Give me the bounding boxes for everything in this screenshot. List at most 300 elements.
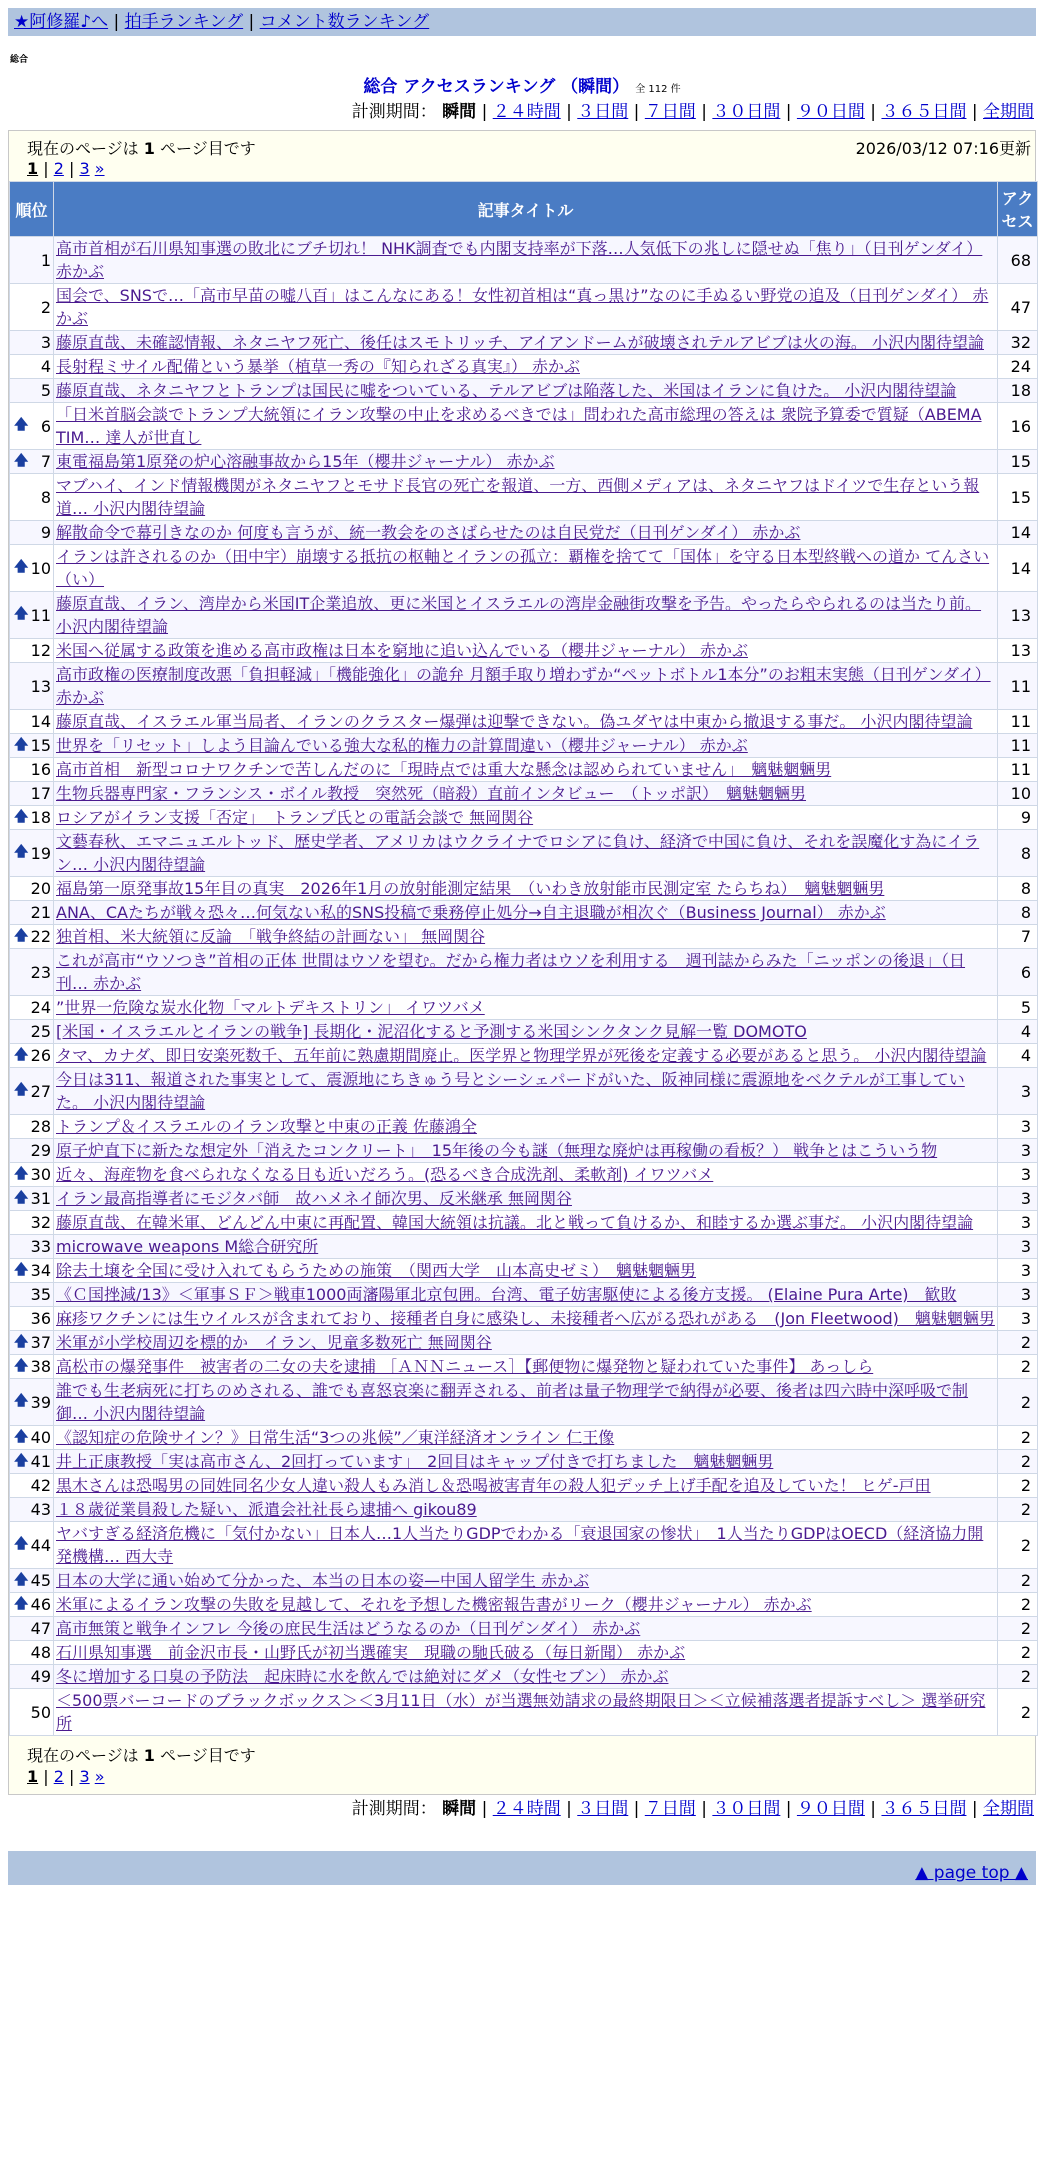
access-count: 3 bbox=[998, 1283, 1038, 1307]
rank-cell bbox=[10, 379, 54, 403]
access-count: 3 bbox=[998, 1259, 1038, 1283]
current-page-prefix: 現在のページは bbox=[27, 139, 139, 158]
period-link-30d[interactable]: ３０日間 bbox=[712, 102, 781, 122]
title-cell bbox=[54, 710, 998, 734]
rank-cell bbox=[10, 237, 54, 284]
rank-number: 22 bbox=[30, 927, 51, 946]
table-row bbox=[10, 521, 1038, 545]
title-cell bbox=[54, 1617, 998, 1641]
article-link[interactable]: 高松市の爆発事件 被害者の二女の夫を逮捕 ［ＡＮＮニュース］【郵便物に爆発物と疑われていた事件】 あっしら bbox=[56, 1357, 874, 1376]
rank-cell bbox=[10, 663, 54, 710]
rank-number: 5 bbox=[40, 381, 51, 400]
table-row bbox=[10, 949, 1038, 996]
table-row bbox=[10, 545, 1038, 592]
title-cell bbox=[54, 284, 998, 331]
up-arrow-icon: 🡅 bbox=[14, 452, 29, 469]
table-row bbox=[10, 710, 1038, 734]
next-page-link[interactable]: » bbox=[94, 1767, 105, 1786]
rank-cell bbox=[10, 1450, 54, 1474]
updated-time: 2026/03/12 07:16更新 bbox=[855, 139, 1031, 158]
rank-cell bbox=[10, 758, 54, 782]
table-row bbox=[10, 1139, 1038, 1163]
table-row bbox=[10, 1307, 1038, 1331]
article-link[interactable]: 世界を「リセット」しよう目論んでいる強大な私的権力の計算間違い（櫻井ジャーナル） 赤かぶ bbox=[56, 736, 748, 755]
rank-number: 14 bbox=[30, 712, 51, 731]
title-cell bbox=[54, 355, 998, 379]
table-row bbox=[10, 758, 1038, 782]
up-arrow-icon: 🡅 bbox=[14, 844, 29, 860]
title-cell bbox=[54, 1283, 998, 1307]
table-row bbox=[10, 1163, 1038, 1187]
article-link[interactable]: 国会で、SNSで…「高市早苗の嘘八百」はこんなにある！女性初首相は“真っ黒け”なのに手ぬるい野党の追及（日刊ゲンダイ） 赤かぶ bbox=[56, 286, 989, 328]
period-link-7d[interactable]: ７日間 bbox=[644, 1799, 696, 1819]
period-link-all[interactable]: 全期間 bbox=[983, 1799, 1034, 1819]
rank-cell bbox=[10, 1139, 54, 1163]
access-count: 13 bbox=[998, 639, 1038, 663]
title-cell bbox=[54, 1259, 998, 1283]
table-row bbox=[10, 925, 1038, 949]
rank-number: 28 bbox=[30, 1117, 51, 1136]
article-link[interactable]: 生物兵器専門家・フランシス・ボイル教授 突然死（暗殺）直前インタビュー （トッポ訳） 魑魅魍魎男 bbox=[56, 784, 807, 803]
up-arrow-icon: 🡅 bbox=[14, 736, 29, 753]
access-count: 13 bbox=[998, 592, 1038, 639]
article-link[interactable]: 藤原直哉、在韓米軍、どんどん中東に再配置、韓国大統領は抗議。北と戦って負けるか、和睦するか選ぶ事だ。 小沢内閣待望論 bbox=[56, 1213, 974, 1232]
rank-cell bbox=[10, 474, 54, 521]
period-current: 瞬間 bbox=[442, 1799, 477, 1819]
title-cell bbox=[54, 1211, 998, 1235]
period-current: 瞬間 bbox=[442, 102, 477, 122]
rank-cell bbox=[10, 734, 54, 758]
rank-number: 25 bbox=[30, 1022, 51, 1041]
rank-cell bbox=[10, 1569, 54, 1593]
col-header-rank: 順位 bbox=[10, 182, 54, 237]
page-2-link[interactable]: 2 bbox=[53, 1767, 64, 1786]
nav-separator: | bbox=[113, 12, 120, 32]
table-row bbox=[10, 1522, 1038, 1569]
up-arrow-icon: 🡅 bbox=[14, 808, 29, 825]
rank-cell bbox=[10, 925, 54, 949]
page-footer bbox=[9, 1736, 1035, 1794]
period-nav-top: 計測期間： 瞬間 | ２４時間 | ３日間 | ７日間 | ３０日間 | ９０日間 | ３６５日間 | 全期間 bbox=[351, 102, 1034, 122]
period-label: 計測期間： bbox=[351, 102, 437, 122]
period-link-30d[interactable]: ３０日間 bbox=[712, 1799, 781, 1819]
up-arrow-icon: 🡅 bbox=[14, 1261, 29, 1278]
footer-bar bbox=[8, 1851, 1036, 1885]
article-link[interactable]: 除去土壌を全国に受け入れてもらうための施策 （関西大学 山本高史ゼミ） 魑魅魍魎男 bbox=[56, 1261, 697, 1280]
up-arrow-icon: 🡅 bbox=[14, 1393, 29, 1409]
page-1: 1 bbox=[27, 159, 39, 178]
title-cell bbox=[54, 806, 998, 830]
access-count: 32 bbox=[998, 331, 1038, 355]
access-count: 10 bbox=[998, 782, 1038, 806]
page-title: 総合 アクセスランキング （瞬間） bbox=[363, 77, 630, 97]
period-nav-bottom: 計測期間： 瞬間 | ２４時間 | ３日間 | ７日間 | ３０日間 | ９０日間 | ３６５日間 | 全期間 bbox=[351, 1799, 1034, 1819]
article-link[interactable]: 東電福島第1原発の炉心溶融事故から15年（櫻井ジャーナル） 赤かぶ bbox=[56, 452, 555, 471]
article-link[interactable]: これが高市“ウソつき”首相の正体 世間はウソを望む。だから権力者はウソを利用する 週刊誌からみた「ニッポンの後退」（日刊… 赤かぶ bbox=[56, 951, 966, 993]
current-page-number: 1 bbox=[143, 1746, 155, 1765]
article-link[interactable]: 高市無策と戦争インフレ 今後の庶民生活はどうなるのか（日刊ゲンダイ） 赤かぶ bbox=[56, 1619, 641, 1638]
title-cell bbox=[54, 925, 998, 949]
pagination-bottom: 1 | 2 | 3 » bbox=[27, 1767, 105, 1786]
rank-cell bbox=[10, 521, 54, 545]
title-cell bbox=[54, 830, 998, 877]
rank-cell bbox=[10, 1044, 54, 1068]
access-count: 47 bbox=[998, 284, 1038, 331]
rank-number: 9 bbox=[40, 523, 51, 542]
access-count: 11 bbox=[998, 663, 1038, 710]
rank-number: 12 bbox=[30, 641, 51, 660]
access-count: 9 bbox=[998, 806, 1038, 830]
period-label: 計測期間： bbox=[351, 1799, 437, 1819]
article-link[interactable]: 米国へ従属する政策を進める高市政権は日本を窮地に追い込んでいる（櫻井ジャーナル） 赤かぶ bbox=[56, 641, 748, 660]
access-count: 4 bbox=[998, 1020, 1038, 1044]
title-cell bbox=[54, 877, 998, 901]
access-count: 7 bbox=[998, 925, 1038, 949]
period-link-3d[interactable]: ３日間 bbox=[577, 102, 629, 122]
rank-cell bbox=[10, 996, 54, 1020]
rank-cell bbox=[10, 331, 54, 355]
table-row bbox=[10, 1187, 1038, 1211]
rank-cell bbox=[10, 1211, 54, 1235]
period-link-365d[interactable]: ３６５日間 bbox=[881, 1799, 967, 1819]
rank-number: 7 bbox=[40, 452, 51, 471]
home-link[interactable]: ★阿修羅♪へ bbox=[14, 12, 109, 32]
article-link[interactable]: 井上正康教授「実は高市さん、2回打っています」 2回目はキャップ付きで打ちました 魑魅魍魎男 bbox=[56, 1452, 774, 1471]
article-link[interactable]: 藤原直哉、ネタニヤフとトランプは国民に嘘をついている、テルアビブは陥落した、米国はイランに負けた。 小沢内閣待望論 bbox=[56, 381, 957, 400]
title-cell bbox=[54, 1522, 998, 1569]
rank-number: 30 bbox=[30, 1165, 51, 1184]
article-link[interactable]: 「日米首脳会談でトランプ大統領にイラン攻撃の中止を求めるべきでは」問われた高市総理の答えは 衆院予算委で質疑（ABEMA TIM… 達人が世直し bbox=[56, 405, 982, 447]
rank-number: 17 bbox=[30, 784, 51, 803]
title-cell bbox=[54, 1044, 998, 1068]
access-count: 3 bbox=[998, 1163, 1038, 1187]
access-count: 68 bbox=[998, 237, 1038, 284]
title-cell bbox=[54, 521, 998, 545]
title-cell bbox=[54, 1068, 998, 1115]
access-count: 3 bbox=[998, 1139, 1038, 1163]
article-link[interactable]: 高市首相が石川県知事選の敗北にブチ切れ！ NHK調査でも内閣支持率が下落…人気低下の兆しに隠せぬ「焦り」（日刊ゲンダイ） 赤かぶ bbox=[56, 239, 983, 281]
table-row bbox=[10, 806, 1038, 830]
rank-cell bbox=[10, 1641, 54, 1665]
access-count: 2 bbox=[998, 1498, 1038, 1522]
table-row bbox=[10, 663, 1038, 710]
table-row bbox=[10, 403, 1038, 450]
rank-number: 8 bbox=[40, 487, 51, 507]
rank-cell bbox=[10, 806, 54, 830]
access-count: 15 bbox=[998, 450, 1038, 474]
page-title-row bbox=[0, 72, 1044, 97]
rank-cell bbox=[10, 1331, 54, 1355]
table-row bbox=[10, 1426, 1038, 1450]
access-count: 15 bbox=[998, 474, 1038, 521]
article-link[interactable]: 高市政権の医療制度改悪「負担軽減」「機能強化」の詭弁 月額手取り増わずか“ペットボトル1本分”のお粗末実態（日刊ゲンダイ） 赤かぶ bbox=[56, 665, 991, 707]
rank-cell bbox=[10, 1235, 54, 1259]
rank-number: 19 bbox=[30, 843, 51, 863]
rank-number: 43 bbox=[30, 1500, 51, 1519]
article-link[interactable]: イランは許されるのか（田中宇）崩壊する抵抗の枢軸とイランの孤立：覇権を捨てて「国体」を守る日本型終戦への道か てんさい（い） bbox=[56, 547, 990, 589]
article-link[interactable]: 文藝春秋、エマニュエルトッド、歴史学者、アメリカはウクライナでロシアに負け、経済で中国に負け、それを誤魔化す為にイラン… 小沢内閣待望論 bbox=[56, 832, 980, 874]
period-link-all[interactable]: 全期間 bbox=[983, 102, 1034, 122]
article-link[interactable]: 今日は311、報道された事実として、震源地にちきゅう号とシーシェパードがいた、阪神同様に震源地をベクテルが工事していた。 小沢内閣待望論 bbox=[56, 1070, 965, 1112]
table-row bbox=[10, 734, 1038, 758]
rank-cell bbox=[10, 592, 54, 639]
article-link[interactable]: トランプ＆イスラエルのイラン攻撃と中東の正義 佐藤鴻全 bbox=[56, 1117, 477, 1136]
access-count: 5 bbox=[998, 996, 1038, 1020]
access-count: 3 bbox=[998, 1187, 1038, 1211]
page-1: 1 bbox=[27, 1767, 39, 1786]
rank-cell bbox=[10, 1020, 54, 1044]
rank-cell bbox=[10, 1187, 54, 1211]
article-link[interactable]: 原子炉直下に新たな想定外「消えたコンクリート」 15年後の今も謎（無理な廃炉は再稼働の看板？） 戦争とはこういう物 bbox=[56, 1141, 938, 1160]
table-row bbox=[10, 1068, 1038, 1115]
category-label: 総合 bbox=[10, 55, 29, 65]
table-row bbox=[10, 901, 1038, 925]
pagination: 1 | 2 | 3 » bbox=[27, 159, 105, 178]
table-row bbox=[10, 1355, 1038, 1379]
table-row bbox=[10, 1474, 1038, 1498]
title-cell bbox=[54, 1379, 998, 1426]
article-link[interactable]: 長射程ミサイル配備という暴挙（植草一秀の『知られざる真実』） 赤かぶ bbox=[56, 357, 580, 376]
table-row bbox=[10, 1641, 1038, 1665]
table-row bbox=[10, 1379, 1038, 1426]
access-count: 8 bbox=[998, 830, 1038, 877]
up-arrow-icon: 🡅 bbox=[14, 1536, 29, 1552]
rank-cell bbox=[10, 1307, 54, 1331]
access-count: 11 bbox=[998, 734, 1038, 758]
title-cell bbox=[54, 474, 998, 521]
table-row bbox=[10, 1569, 1038, 1593]
current-page-text-bottom bbox=[27, 1743, 256, 1766]
col-header-access: アクセス bbox=[998, 182, 1038, 237]
page-2-link[interactable]: 2 bbox=[53, 159, 64, 178]
rank-cell bbox=[10, 1426, 54, 1450]
article-link[interactable]: 麻疹ワクチンには生ウイルスが含まれており、接種者自身に感染し、未接種者へ広がる恐れがある (Jon Fleetwood) 魑魅魍魎男 bbox=[56, 1309, 995, 1328]
title-cell bbox=[54, 545, 998, 592]
rank-number: 42 bbox=[30, 1476, 51, 1495]
rank-number: 10 bbox=[30, 558, 51, 578]
title-cell bbox=[54, 403, 998, 450]
article-link[interactable]: 日本の大学に通い始めて分かった、本当の日本の姿—中国人留学生 赤かぶ bbox=[56, 1571, 590, 1590]
title-cell bbox=[54, 1450, 998, 1474]
title-cell bbox=[54, 1235, 998, 1259]
rank-number: 41 bbox=[30, 1452, 51, 1471]
article-link[interactable]: microwave weapons M総合研究所 bbox=[56, 1237, 319, 1256]
article-link[interactable]: 藤原直哉、未確認情報、ネタニヤフ死亡、後任はスモトリッチ、アイアンドームが破壊されテルアビブは火の海。 小沢内閣待望論 bbox=[56, 333, 984, 352]
clap-ranking-link[interactable]: 拍手ランキング bbox=[124, 12, 244, 32]
article-link[interactable]: 高市首相 新型コロナワクチンで苦しんだのに「現時点では重大な懸念は認められていません」 魑魅魍魎男 bbox=[56, 760, 832, 779]
article-link[interactable]: 《Ｃ国挫減/13》＜軍事ＳＦ＞戦車1000両瀋陽軍北京包囲。台湾、電子妨害駆使による後方支援。 (Elaine Pura Arte) 歓敗 bbox=[56, 1285, 957, 1304]
table-row bbox=[10, 1617, 1038, 1641]
page-header bbox=[9, 131, 1035, 181]
rank-cell bbox=[10, 1522, 54, 1569]
access-count: 2 bbox=[998, 1593, 1038, 1617]
rank-number: 18 bbox=[30, 808, 51, 827]
up-arrow-icon: 🡅 bbox=[14, 1357, 29, 1374]
article-link[interactable]: ロシアがイラン支援「否定」 トランプ氏との電話会談で 無岡関谷 bbox=[56, 808, 534, 827]
access-count: 3 bbox=[998, 1115, 1038, 1139]
article-link[interactable]: 福島第一原発事故15年目の真実 2026年1月の放射能測定結果 （いわき放射能市民測定室 たらちね） 魑魅魍魎男 bbox=[56, 879, 885, 898]
period-link-90d[interactable]: ９０日間 bbox=[796, 1799, 865, 1819]
comment-ranking-link[interactable]: コメント数ランキング bbox=[259, 12, 430, 32]
rank-number: 40 bbox=[30, 1428, 51, 1447]
rank-cell bbox=[10, 901, 54, 925]
rank-number: 11 bbox=[30, 605, 51, 625]
access-count: 2 bbox=[998, 1665, 1038, 1689]
rank-cell bbox=[10, 1617, 54, 1641]
article-link[interactable]: [米国・イスラエルとイランの戦争] 長期化・泥沼化すると予測する米国シンクタンク見解一覧 DOMOTO bbox=[56, 1022, 807, 1041]
period-link-3d[interactable]: ３日間 bbox=[577, 1799, 629, 1819]
rank-number: 45 bbox=[30, 1571, 51, 1590]
title-cell bbox=[54, 1187, 998, 1211]
up-arrow-icon: 🡅 bbox=[14, 606, 29, 622]
rank-cell bbox=[10, 949, 54, 996]
rank-cell bbox=[10, 450, 54, 474]
period-link-24h[interactable]: ２４時間 bbox=[492, 102, 561, 122]
rank-number: 38 bbox=[30, 1357, 51, 1376]
rank-number: 36 bbox=[30, 1309, 51, 1328]
up-arrow-icon: 🡅 bbox=[14, 927, 29, 944]
article-link[interactable]: 米軍が小学校周辺を標的か イラン、児童多数死亡 無岡関谷 bbox=[56, 1333, 492, 1352]
article-link[interactable]: 黒木さんは恐喝男の同姓同名少女人違い殺人もみ消し＆恐喝被害青年の殺人犯デッチ上げ手配を追及していた！ ヒゲ-戸田 bbox=[56, 1476, 931, 1495]
up-arrow-icon: 🡅 bbox=[14, 417, 29, 433]
rank-cell bbox=[10, 1355, 54, 1379]
period-link-90d[interactable]: ９０日間 bbox=[796, 102, 865, 122]
next-page-link[interactable]: » bbox=[94, 159, 105, 178]
access-count: 8 bbox=[998, 901, 1038, 925]
article-link[interactable]: 解散命令で幕引きなのか 何度も言うが、統一教会をのさばらせたのは自民党だ（日刊ゲンダイ） 赤かぶ bbox=[56, 523, 801, 542]
rank-number: 44 bbox=[30, 1535, 51, 1555]
title-cell bbox=[54, 237, 998, 284]
access-count: 14 bbox=[998, 545, 1038, 592]
title-cell bbox=[54, 379, 998, 403]
rank-cell bbox=[10, 1498, 54, 1522]
table-row bbox=[10, 830, 1038, 877]
article-link[interactable]: 冬に増加する口臭の予防法 起床時に水を飲んでは絶対にダメ（女性セブン） 赤かぶ bbox=[56, 1667, 669, 1686]
rank-cell bbox=[10, 639, 54, 663]
rank-cell bbox=[10, 284, 54, 331]
table-row bbox=[10, 877, 1038, 901]
access-count: 2 bbox=[998, 1641, 1038, 1665]
current-page-suffix: ページ目です bbox=[160, 139, 256, 158]
access-count: 11 bbox=[998, 710, 1038, 734]
article-link[interactable]: 独首相、米大統領に反論 「戦争終結の計画ない」 無岡関谷 bbox=[56, 927, 486, 946]
rank-number: 48 bbox=[30, 1643, 51, 1662]
rank-number: 21 bbox=[30, 903, 51, 922]
title-cell bbox=[54, 949, 998, 996]
title-cell bbox=[54, 996, 998, 1020]
rank-cell bbox=[10, 782, 54, 806]
title-cell bbox=[54, 1426, 998, 1450]
access-count: 3 bbox=[998, 1211, 1038, 1235]
article-link[interactable]: マブハイ、インド情報機関がネタニヤフとモサド長官の死亡を報道、一方、西側メディアは、ネタニヤフはドイツで生存という報道… 小沢内閣待望論 bbox=[56, 476, 980, 518]
rank-number: 33 bbox=[30, 1237, 51, 1256]
ranking-panel bbox=[8, 130, 1036, 1795]
title-cell bbox=[54, 1020, 998, 1044]
article-link[interactable]: 米軍によるイラン攻撃の失敗を見越して、それを予想した機密報告書がリーク（櫻井ジャーナル） 赤かぶ bbox=[56, 1595, 812, 1614]
table-row bbox=[10, 474, 1038, 521]
table-row bbox=[10, 1235, 1038, 1259]
page-3-link[interactable]: 3 bbox=[79, 1767, 90, 1786]
access-count: 2 bbox=[998, 1474, 1038, 1498]
period-link-24h[interactable]: ２４時間 bbox=[492, 1799, 561, 1819]
period-link-7d[interactable]: ７日間 bbox=[644, 102, 696, 122]
table-row bbox=[10, 237, 1038, 284]
article-link[interactable]: 藤原直哉、イスラエル軍当局者、イランのクラスター爆弾は迎撃できない。偽ユダヤは中東から撤退する事だ。 小沢内閣待望論 bbox=[56, 712, 973, 731]
article-link[interactable]: ”世界一危険な炭水化物「マルトデキストリン」 イワツバメ bbox=[56, 998, 485, 1017]
article-link[interactable]: 近々、海産物を食べられなくなる日も近いだろう。(恐るべき合成洗剤、柔軟剤) イワツバメ bbox=[56, 1165, 714, 1184]
ranking-rows bbox=[10, 237, 1038, 1736]
title-cell bbox=[54, 734, 998, 758]
top-nav bbox=[8, 8, 1036, 36]
up-arrow-icon: 🡅 bbox=[14, 1165, 29, 1182]
rank-number: 20 bbox=[30, 879, 51, 898]
article-link[interactable]: ヤバすぎる経済危機に「気付かない」日本人…1人当たりGDPでわかる「衰退国家の惨状」 1人当たりGDPはOECD（経済協力開発機構… 西大寺 bbox=[56, 1524, 984, 1566]
title-cell bbox=[54, 1115, 998, 1139]
article-link[interactable]: タマ、カナダ、即日安楽死数千、五年前に熟慮期間廃止。医学界と物理学界が死後を定義する必要があると思う。 小沢内閣待望論 bbox=[56, 1046, 987, 1065]
article-link[interactable]: 誰でも生老病死に打ちのめされる、誰でも喜怒哀楽に翻弄される、前者は量子物理学で納得が必要、後者は四六時中深呼吸で制御… 小沢内閣待望論 bbox=[56, 1381, 969, 1423]
table-row bbox=[10, 1593, 1038, 1617]
current-page-prefix: 現在のページは bbox=[27, 1746, 139, 1765]
article-link[interactable]: イラン最高指導者にモジタバ師 故ハメネイ師次男、反米継承 無岡関谷 bbox=[56, 1189, 572, 1208]
current-page-text bbox=[27, 136, 256, 159]
rank-number: 15 bbox=[30, 736, 51, 755]
article-link[interactable]: 《認知症の危険サイン？》日常生活“3つの兆候”／東洋経済オンライン 仁王像 bbox=[56, 1428, 615, 1447]
access-count: 2 bbox=[998, 1379, 1038, 1426]
page-3-link[interactable]: 3 bbox=[79, 159, 90, 178]
access-count: 2 bbox=[998, 1689, 1038, 1736]
rank-number: 24 bbox=[30, 998, 51, 1017]
rank-number: 29 bbox=[30, 1141, 51, 1160]
rank-number: 23 bbox=[30, 962, 51, 982]
rank-number: 6 bbox=[40, 416, 51, 436]
access-count: 3 bbox=[998, 1235, 1038, 1259]
rank-number: 46 bbox=[30, 1595, 51, 1614]
col-header-title: 記事タイトル bbox=[54, 182, 998, 237]
title-cell bbox=[54, 639, 998, 663]
table-row bbox=[10, 331, 1038, 355]
access-count: 3 bbox=[998, 1307, 1038, 1331]
period-link-365d[interactable]: ３６５日間 bbox=[881, 102, 967, 122]
article-link[interactable]: ＜500票バーコードのブラックボックス＞＜3月11日（水）が当選無効請求の最終期限日＞＜立候補落選者提訴すべし＞ 選挙研究所 bbox=[56, 1691, 986, 1733]
rank-cell bbox=[10, 545, 54, 592]
page-top-link[interactable]: ▲ page top ▲ bbox=[915, 1863, 1028, 1883]
rank-cell bbox=[10, 830, 54, 877]
article-link[interactable]: 藤原直哉、イラン、湾岸から米国IT企業追放、更に米国とイスラエルの湾岸金融街攻撃を予告。やったらやられるのは当たり前。 小沢内閣待望論 bbox=[56, 594, 982, 636]
article-link[interactable]: １８歳従業員殺した疑い、派遣会社社長ら逮捕へ gikou89 bbox=[56, 1500, 477, 1519]
up-arrow-icon: 🡅 bbox=[14, 1082, 29, 1098]
access-count: 2 bbox=[998, 1450, 1038, 1474]
title-cell bbox=[54, 450, 998, 474]
article-link[interactable]: 石川県知事選 前金沢市長・山野氏が初当選確実 現職の馳氏破る（毎日新聞） 赤かぶ bbox=[56, 1643, 686, 1662]
rank-cell bbox=[10, 1163, 54, 1187]
table-row bbox=[10, 782, 1038, 806]
rank-number: 3 bbox=[40, 333, 51, 352]
table-row bbox=[10, 1044, 1038, 1068]
rank-cell bbox=[10, 1379, 54, 1426]
up-arrow-icon: 🡅 bbox=[14, 1046, 29, 1063]
current-page-suffix: ページ目です bbox=[160, 1746, 256, 1765]
title-cell bbox=[54, 1569, 998, 1593]
up-arrow-icon: 🡅 bbox=[14, 1595, 29, 1612]
item-count: 全 112 件 bbox=[635, 84, 681, 95]
access-count: 11 bbox=[998, 758, 1038, 782]
rank-number: 37 bbox=[30, 1333, 51, 1352]
table-row bbox=[10, 284, 1038, 331]
rank-cell bbox=[10, 1474, 54, 1498]
article-link[interactable]: ANA、CAたちが戦々恐々…何気ない私的SNS投稿で乗務停止処分→自主退職が相次ぐ（Business Journal） 赤かぶ bbox=[56, 903, 886, 922]
access-count: 8 bbox=[998, 877, 1038, 901]
up-arrow-icon: 🡅 bbox=[14, 1571, 29, 1588]
